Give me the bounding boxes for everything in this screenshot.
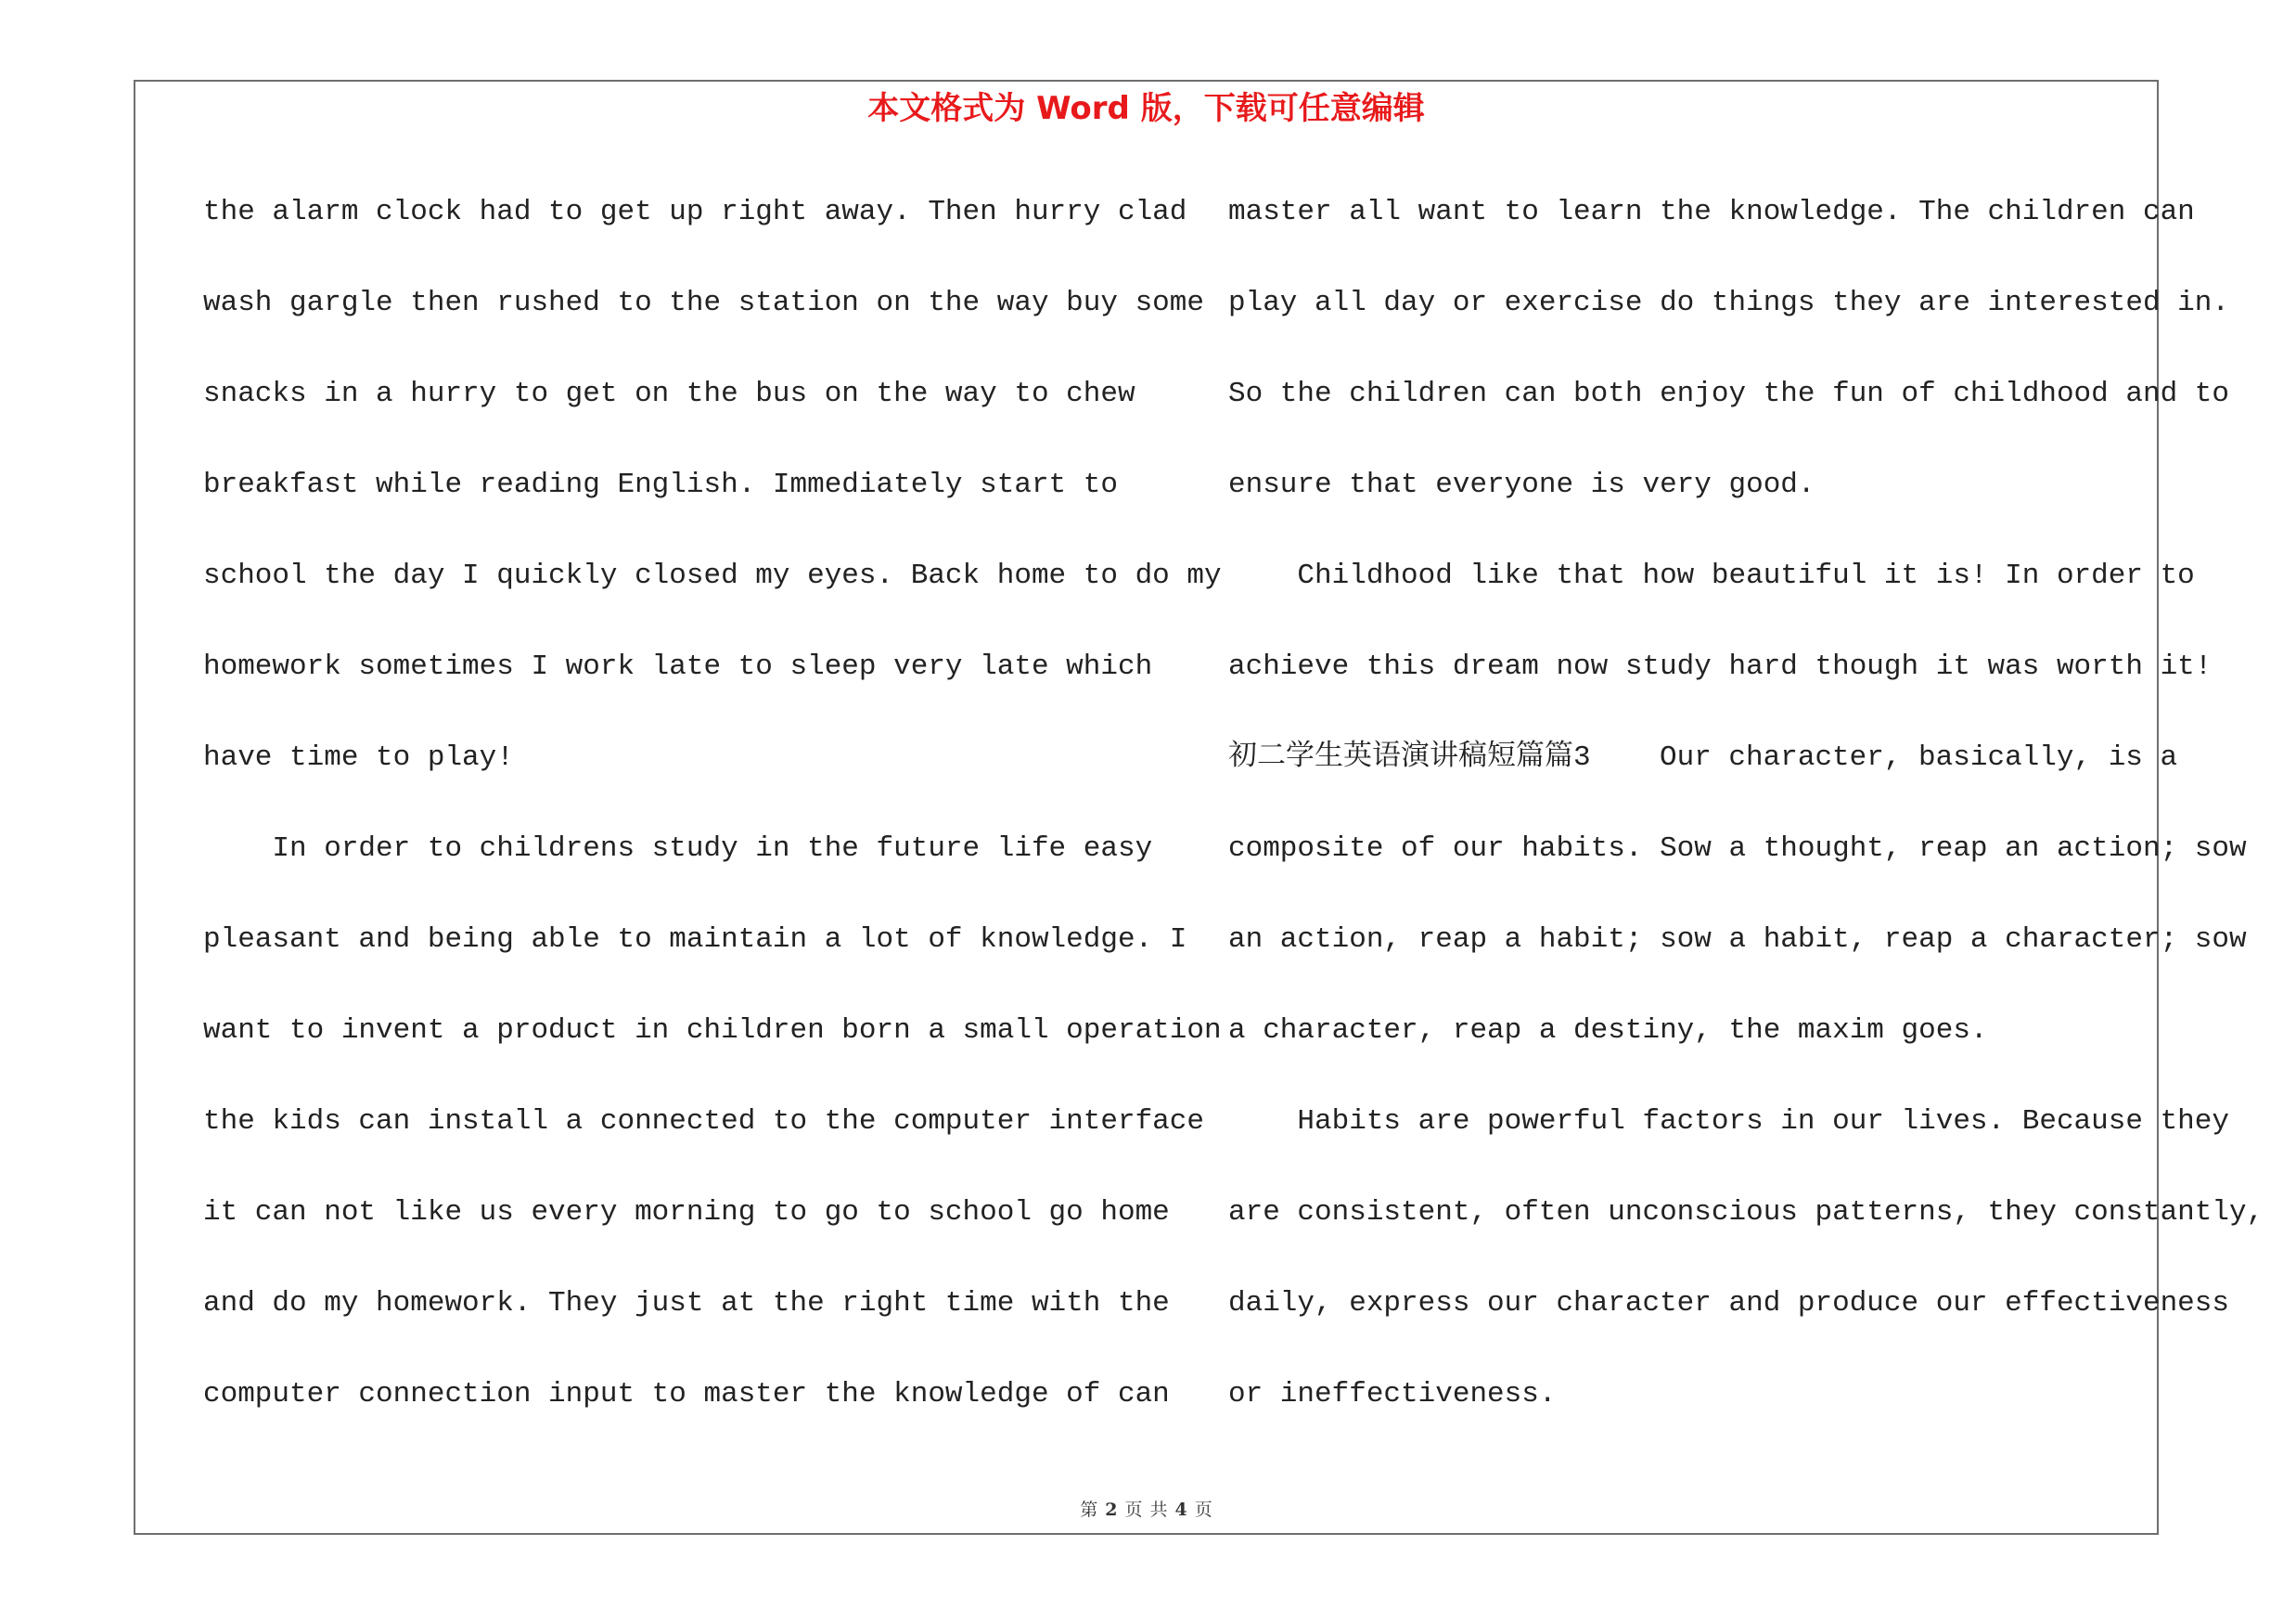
text-line: achieve this dream now study hard though it was worth it!: [1228, 650, 2213, 683]
text-line: Childhood like that how beautiful it is! In order to: [1228, 560, 2195, 592]
text-line: Habits are powerful factors in our lives. Because they: [1228, 1105, 2229, 1138]
footer-gong: 共: [1149, 1500, 1168, 1520]
text-line: wash gargle then rushed to the station on the way buy some: [203, 287, 1204, 319]
text-line: So the children can both enjoy the fun of childhood and to: [1228, 378, 2229, 410]
text-line: school the day I quickly closed my eyes. Back home to do my: [203, 560, 1222, 592]
text-line: composite of our habits. Sow a thought, reap an action; sow: [1228, 832, 2247, 865]
text-line: an action, reap a habit; sow a habit, reap a character; sow: [1228, 923, 2247, 956]
text-line: a character, reap a destiny, the maxim goes.: [1228, 1014, 1988, 1047]
text-line: it can not like us every morning to go to school go home: [203, 1196, 1170, 1229]
total-page-number: 4: [1174, 1500, 1187, 1520]
text-line: the alarm clock had to get up right away. Then hurry clad: [203, 196, 1187, 228]
text-line: pleasant and being able to maintain a lot of knowledge. I: [203, 923, 1187, 956]
text-line: play all day or exercise do things they are interested in.: [1228, 287, 2229, 319]
left-text-column: [203, 184, 1222, 1457]
text-line: daily, express our character and produce our effectiveness: [1228, 1287, 2229, 1320]
page-number-footer: [134, 1496, 2159, 1521]
section-heading-line: 初二学生英语演讲稿短篇篇3 Our character, basically, is a: [1228, 741, 2178, 774]
word-format-banner: 本文格式为 Word 版，下载可任意编辑: [867, 90, 1425, 127]
text-line: computer connection input to master the knowledge of can: [203, 1378, 1170, 1410]
text-line: In order to childrens study in the future life easy: [203, 832, 1153, 865]
text-line: snacks in a hurry to get on the bus on the way to chew: [203, 378, 1135, 410]
footer-ye: 页: [1194, 1500, 1212, 1520]
text-line: are consistent, often unconscious patterns, they constantly,: [1228, 1196, 2264, 1229]
text-line: or ineffectiveness.: [1228, 1378, 1557, 1410]
text-line: the kids can install a connected to the computer interface: [203, 1105, 1204, 1138]
text-line: master all want to learn the knowledge. The children can: [1228, 196, 2195, 228]
current-page-number: 2: [1105, 1500, 1118, 1520]
text-line: breakfast while reading English. Immediately start to: [203, 469, 1118, 501]
right-text-column: [1228, 184, 2264, 1457]
footer-di: 第: [1080, 1500, 1098, 1520]
text-line: have time to play!: [203, 741, 514, 774]
text-line: ensure that everyone is very good.: [1228, 469, 1815, 501]
text-line: want to invent a product in children born a small operation: [203, 1014, 1222, 1047]
text-line: and do my homework. They just at the right time with the: [203, 1287, 1170, 1320]
footer-ye: 页: [1124, 1500, 1143, 1520]
text-line: homework sometimes I work late to sleep very late which: [203, 650, 1153, 683]
